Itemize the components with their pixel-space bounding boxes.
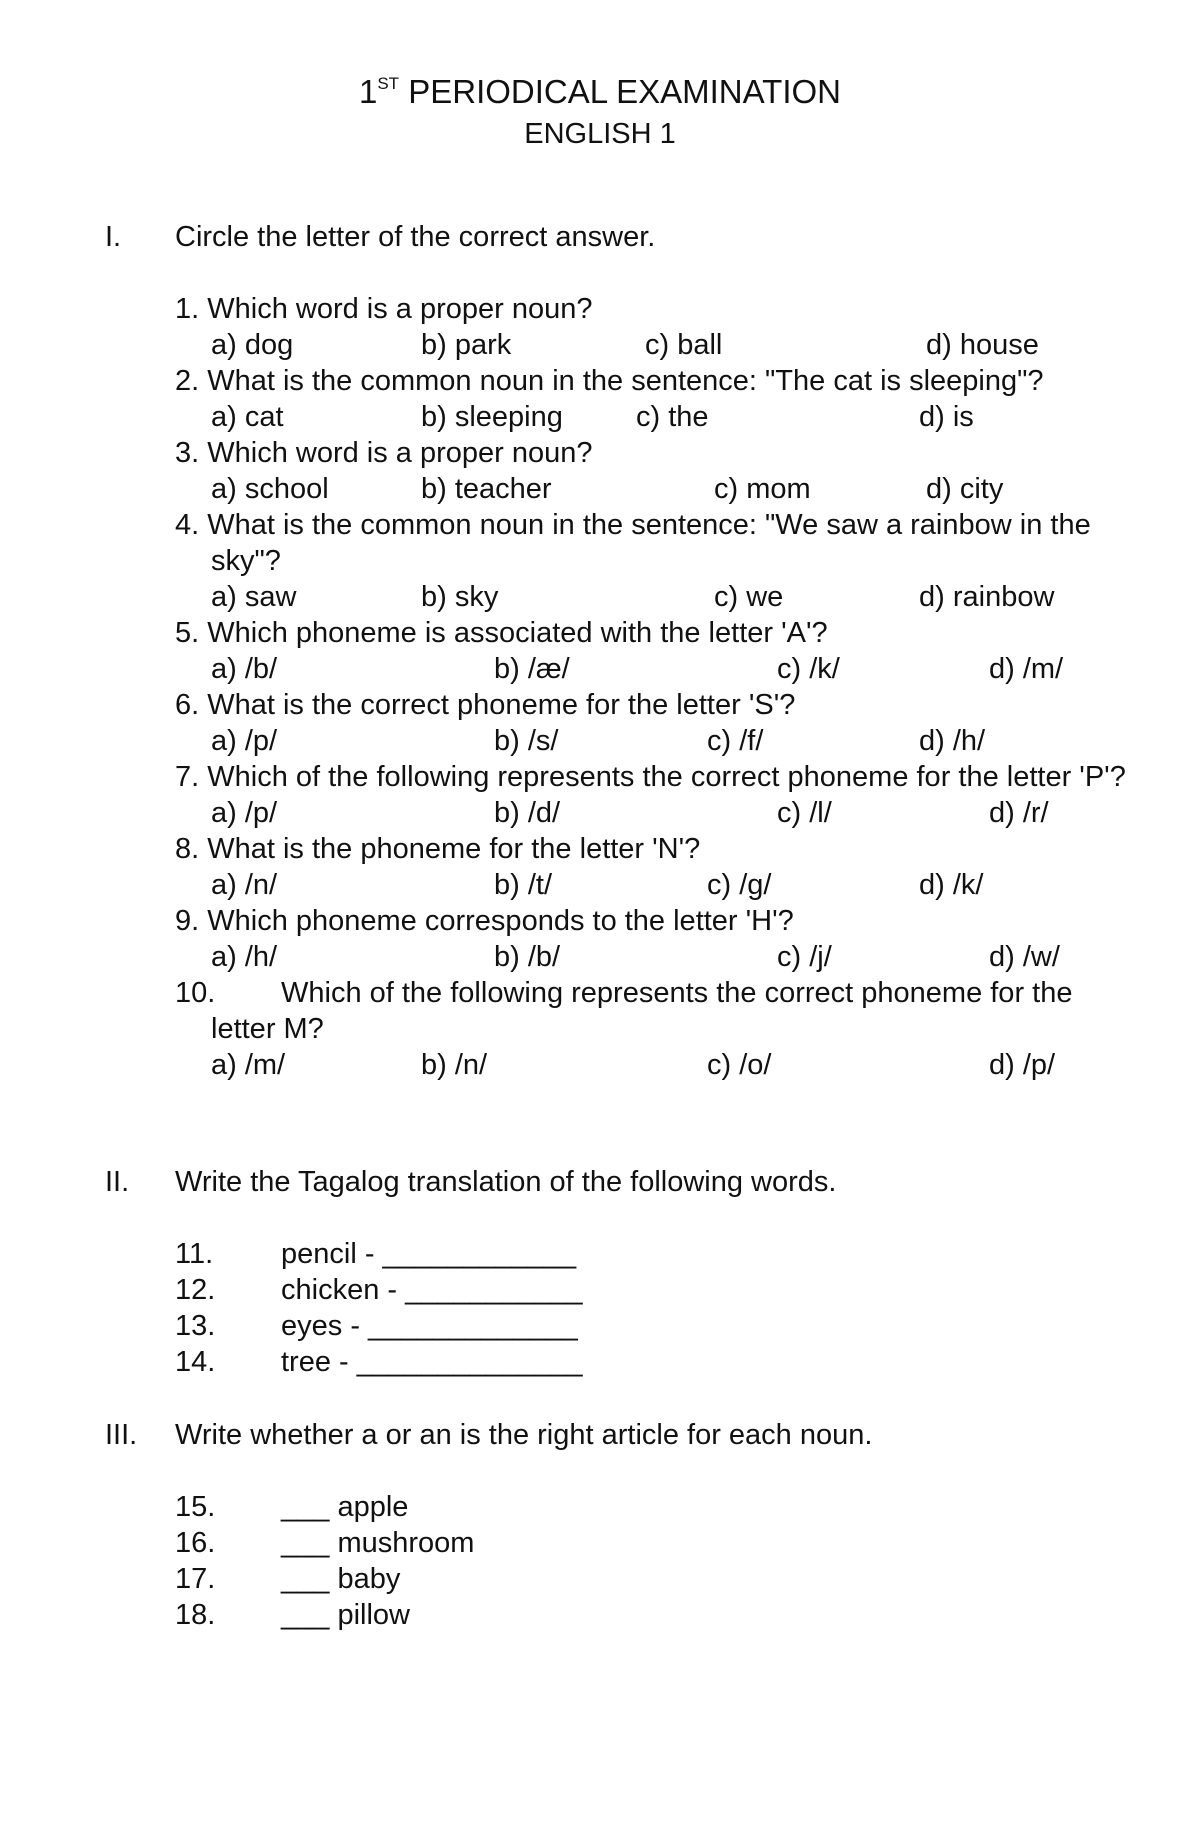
fill-in-blank[interactable]: ___ mushroom [281,1527,475,1559]
choice-b[interactable]: b) /d/ [494,797,561,829]
fill-in-blank[interactable]: tree - ______________ [281,1346,583,1378]
question-prompt: Which of the following represents the correct phoneme for the letter 'P'? [207,761,1126,793]
choice-b[interactable]: b) /n/ [421,1049,488,1081]
question-number: 3. [175,437,200,469]
answer-choices [211,471,1135,507]
question-prompt: What is the common noun in the sentence: "The cat is sleeping"? [207,365,1044,397]
section-instruction: Write the Tagalog translation of the following words. [175,1166,837,1198]
question-prompt: What is the common noun in the sentence: "We saw a rainbow in the sky"? [207,509,1099,577]
item-number: 17. [175,1563,216,1595]
question-prompt: Which word is a proper noun? [207,437,593,469]
title-superscript: ST [377,74,400,93]
section-number: I. [105,221,122,253]
question-number: 5. [175,617,200,649]
list-item [175,1561,975,1597]
question [175,687,1135,759]
question-number: 10. [175,977,216,1009]
fill-in-blank[interactable]: pencil - ____________ [281,1238,577,1270]
question-number: 7. [175,761,200,793]
choice-c[interactable]: c) the [636,401,709,433]
question-text [175,615,1135,651]
choice-c[interactable]: c) /k/ [777,653,840,685]
choice-b[interactable]: b) /t/ [494,869,553,901]
choice-b[interactable]: b) /æ/ [494,653,570,685]
choice-d[interactable]: d) city [926,473,1004,505]
question-number: 9. [175,905,200,937]
list-item [175,1272,975,1308]
question [175,363,1135,435]
question-text [175,363,1135,399]
question-number: 8. [175,833,200,865]
choice-b[interactable]: b) /s/ [494,725,559,757]
choice-a[interactable]: a) school [211,473,329,505]
choice-c[interactable]: c) we [714,581,784,613]
question-prompt: Which word is a proper noun? [207,293,593,325]
choice-a[interactable]: a) saw [211,581,297,613]
choice-a[interactable]: a) /p/ [211,725,278,757]
section-number: III. [105,1419,138,1451]
translation-list [175,1236,975,1380]
choice-d[interactable]: d) /r/ [989,797,1049,829]
question [175,975,1135,1083]
choice-c[interactable]: c) /l/ [777,797,832,829]
question-text [175,435,1135,471]
question [175,831,1135,903]
choice-d[interactable]: d) is [919,401,974,433]
choice-a[interactable]: a) /h/ [211,941,278,973]
question-text [175,831,1135,867]
article-list [175,1489,975,1633]
choice-d[interactable]: d) /w/ [989,941,1060,973]
choice-a[interactable]: a) dog [211,329,294,361]
question-text [175,291,1135,327]
question-prompt: What is the phoneme for the letter 'N'? [207,833,701,865]
question [175,759,1135,831]
choice-d[interactable]: d) /p/ [989,1049,1056,1081]
answer-choices [211,399,1135,435]
answer-choices [211,579,1135,615]
question-number: 2. [175,365,200,397]
question-text [175,759,1135,795]
choice-a[interactable]: a) /n/ [211,869,278,901]
item-number: 18. [175,1599,216,1631]
item-number: 11. [175,1238,214,1270]
fill-in-blank[interactable]: ___ baby [281,1563,401,1595]
question-text [175,687,1135,723]
answer-choices [211,867,1135,903]
list-item [175,1344,975,1380]
choice-c[interactable]: c) /g/ [707,869,772,901]
choice-a[interactable]: a) /p/ [211,797,278,829]
choice-a[interactable]: a) /b/ [211,653,278,685]
question-text [175,507,1135,579]
exam-title [0,70,1200,114]
question-list [175,291,1135,1083]
item-number: 16. [175,1527,216,1559]
answer-choices [211,939,1135,975]
fill-in-blank[interactable]: eyes - _____________ [281,1310,578,1342]
choice-a[interactable]: a) cat [211,401,284,433]
question-prompt: Which of the following represents the correct phoneme for the letter M? [211,977,1081,1045]
answer-choices [211,1047,1135,1083]
list-item [175,1597,975,1633]
question [175,291,1135,363]
section-number: II. [105,1166,130,1198]
item-number: 12. [175,1274,216,1306]
item-number: 15. [175,1491,216,1523]
question-number: 4. [175,509,200,541]
question-text [175,903,1135,939]
question [175,507,1135,615]
section-instruction: Circle the letter of the correct answer. [175,221,656,253]
title-number: 1 [358,73,378,110]
question [175,435,1135,507]
choice-b[interactable]: b) sky [421,581,499,613]
fill-in-blank[interactable]: chicken - ___________ [281,1274,583,1306]
choice-b[interactable]: b) teacher [421,473,552,505]
choice-c[interactable]: c) mom [714,473,811,505]
list-item [175,1308,975,1344]
choice-a[interactable]: a) /m/ [211,1049,286,1081]
fill-in-blank[interactable]: ___ pillow [281,1599,410,1631]
question [175,903,1135,975]
question [175,615,1135,687]
exam-header [0,70,1200,154]
choice-d[interactable]: d) house [926,329,1039,361]
answer-choices [211,795,1135,831]
answer-choices [211,723,1135,759]
choice-c[interactable]: c) /j/ [777,941,832,973]
list-item [175,1236,975,1272]
question-prompt: Which phoneme is associated with the letter 'A'? [207,617,828,649]
choice-c[interactable]: c) ball [645,329,723,361]
question-text [175,975,1135,1047]
choice-c[interactable]: c) /o/ [707,1049,772,1081]
question-number: 6. [175,689,200,721]
choice-d[interactable]: d) /k/ [919,869,984,901]
choice-d[interactable]: d) /m/ [989,653,1064,685]
choice-b[interactable]: b) park [421,329,512,361]
answer-choices [211,651,1135,687]
fill-in-blank[interactable]: ___ apple [281,1491,409,1523]
choice-b[interactable]: b) sleeping [421,401,563,433]
question-prompt: What is the correct phoneme for the letter 'S'? [207,689,796,721]
choice-c[interactable]: c) /f/ [707,725,764,757]
choice-b[interactable]: b) /b/ [494,941,561,973]
item-number: 13. [175,1310,216,1342]
list-item [175,1489,975,1525]
answer-choices [211,327,1135,363]
choice-d[interactable]: d) /h/ [919,725,986,757]
question-prompt: Which phoneme corresponds to the letter 'H'? [207,905,794,937]
choice-d[interactable]: d) rainbow [919,581,1055,613]
section-instruction: Write whether a or an is the right article for each noun. [175,1419,873,1451]
title-text: PERIODICAL EXAMINATION [399,73,841,110]
list-item [175,1525,975,1561]
exam-subject: ENGLISH 1 [524,118,676,150]
item-number: 14. [175,1346,216,1378]
question-number: 1. [175,293,200,325]
